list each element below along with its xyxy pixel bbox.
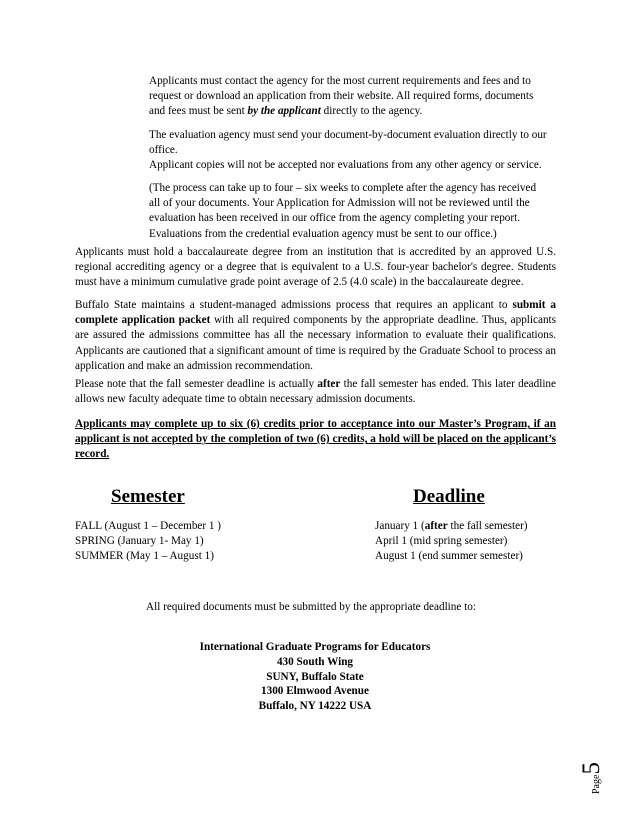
agency-contact-text-end: directly to the agency. (320, 105, 423, 118)
deadline-summer: August 1 (end summer semester) (375, 550, 523, 562)
credits-notice: Applicants may complete up to six (6) credits prior to acceptance into our Master’s Program, if an applicant is not accepted by the completion of two (6) credits, a hold will be placed on the applicant’s record. (75, 418, 556, 461)
semester-heading: Semester (111, 486, 185, 507)
deadline-fall-text-end: the fall semester) (447, 520, 528, 532)
deadline-heading: Deadline (413, 486, 485, 507)
deadline-fall (375, 519, 528, 534)
deadline-spring: April 1 (mid spring semester) (375, 535, 508, 547)
mailing-address (150, 640, 480, 714)
fall-bold-text: after (317, 378, 341, 390)
deadline-fall-text: January 1 ( (375, 520, 425, 532)
address-line-city: Buffalo, NY 14222 USA (258, 700, 372, 713)
agency-contact-text: Applicants must contact the agency for the most current requirements and fees and to request or download an application from their website. All required forms, documents and fees must be sent (149, 75, 534, 118)
degree-requirement-paragraph: Applicants must hold a baccalaureate degree from an institution that is accredited by an approved U.S. regional accrediting agency or a degree that is equivalent to a U.S. four-year bachelor's degree. Students must have a minimum cumulative grade point average of 2.5 (4.0 scale) in the baccalaureate degree. (75, 246, 556, 289)
fall-text-end: the fall semester has ended. This later deadline allows new faculty adequate time to obtain necessary admission documents. (75, 378, 556, 406)
address-line-campus: SUNY, Buffalo State (266, 670, 364, 683)
deadline-fall-bold: after (424, 520, 448, 532)
fall-deadline-paragraph (75, 377, 556, 407)
semester-summer: SUMMER (May 1 – August 1) (75, 550, 214, 562)
evaluation-line-1: The evaluation agency must send your document-by-document evaluation directly to our office. (149, 129, 547, 157)
submission-instruction: All required documents must be submitted by the appropriate deadline to: (146, 601, 476, 613)
page-number-label (578, 748, 610, 794)
page-number: 5 (578, 762, 605, 775)
packet-text-end: with all required components by the appropriate deadline. Thus, applicants are assured the admissions committee has all the necessary information to evaluate their qualifications. Applicants are cautioned that a significant amount of time is required by the Graduate School to process an application and make an admission recommendation. (75, 314, 557, 372)
processing-time-paragraph: (The process can take up to four – six weeks to complete after the agency has received all of your documents. Your Application for Admission will not be reviewed until the evaluation has been received in our office from the agency completing your report. Evaluations from the credential evaluation agency must be sent to our office.) (149, 182, 537, 240)
application-packet-paragraph (75, 298, 556, 374)
address-line-street: 1300 Elmwood Avenue (261, 685, 369, 698)
agency-contact-emphasis: by the applicant (247, 105, 321, 118)
address-line-wing: 430 South Wing (276, 655, 354, 668)
semester-spring: SPRING (January 1- May 1) (75, 535, 204, 547)
evaluation-paragraph (149, 128, 549, 174)
fall-text-start: Please note that the fall semester deadline is actually (75, 378, 318, 390)
address-line-org: International Graduate Programs for Educators (199, 641, 431, 653)
packet-text-start: Buffalo State maintains a student-managed admissions process that requires an applicant to (75, 299, 513, 311)
agency-contact-paragraph (149, 74, 549, 120)
evaluation-line-2: Applicant copies will not be accepted nor evaluations from any other agency or service. (149, 159, 542, 172)
packet-bold-text: submit a complete application packet (75, 299, 557, 327)
page-word: Page (591, 774, 602, 794)
semester-fall: FALL (August 1 – December 1 ) (75, 520, 222, 532)
